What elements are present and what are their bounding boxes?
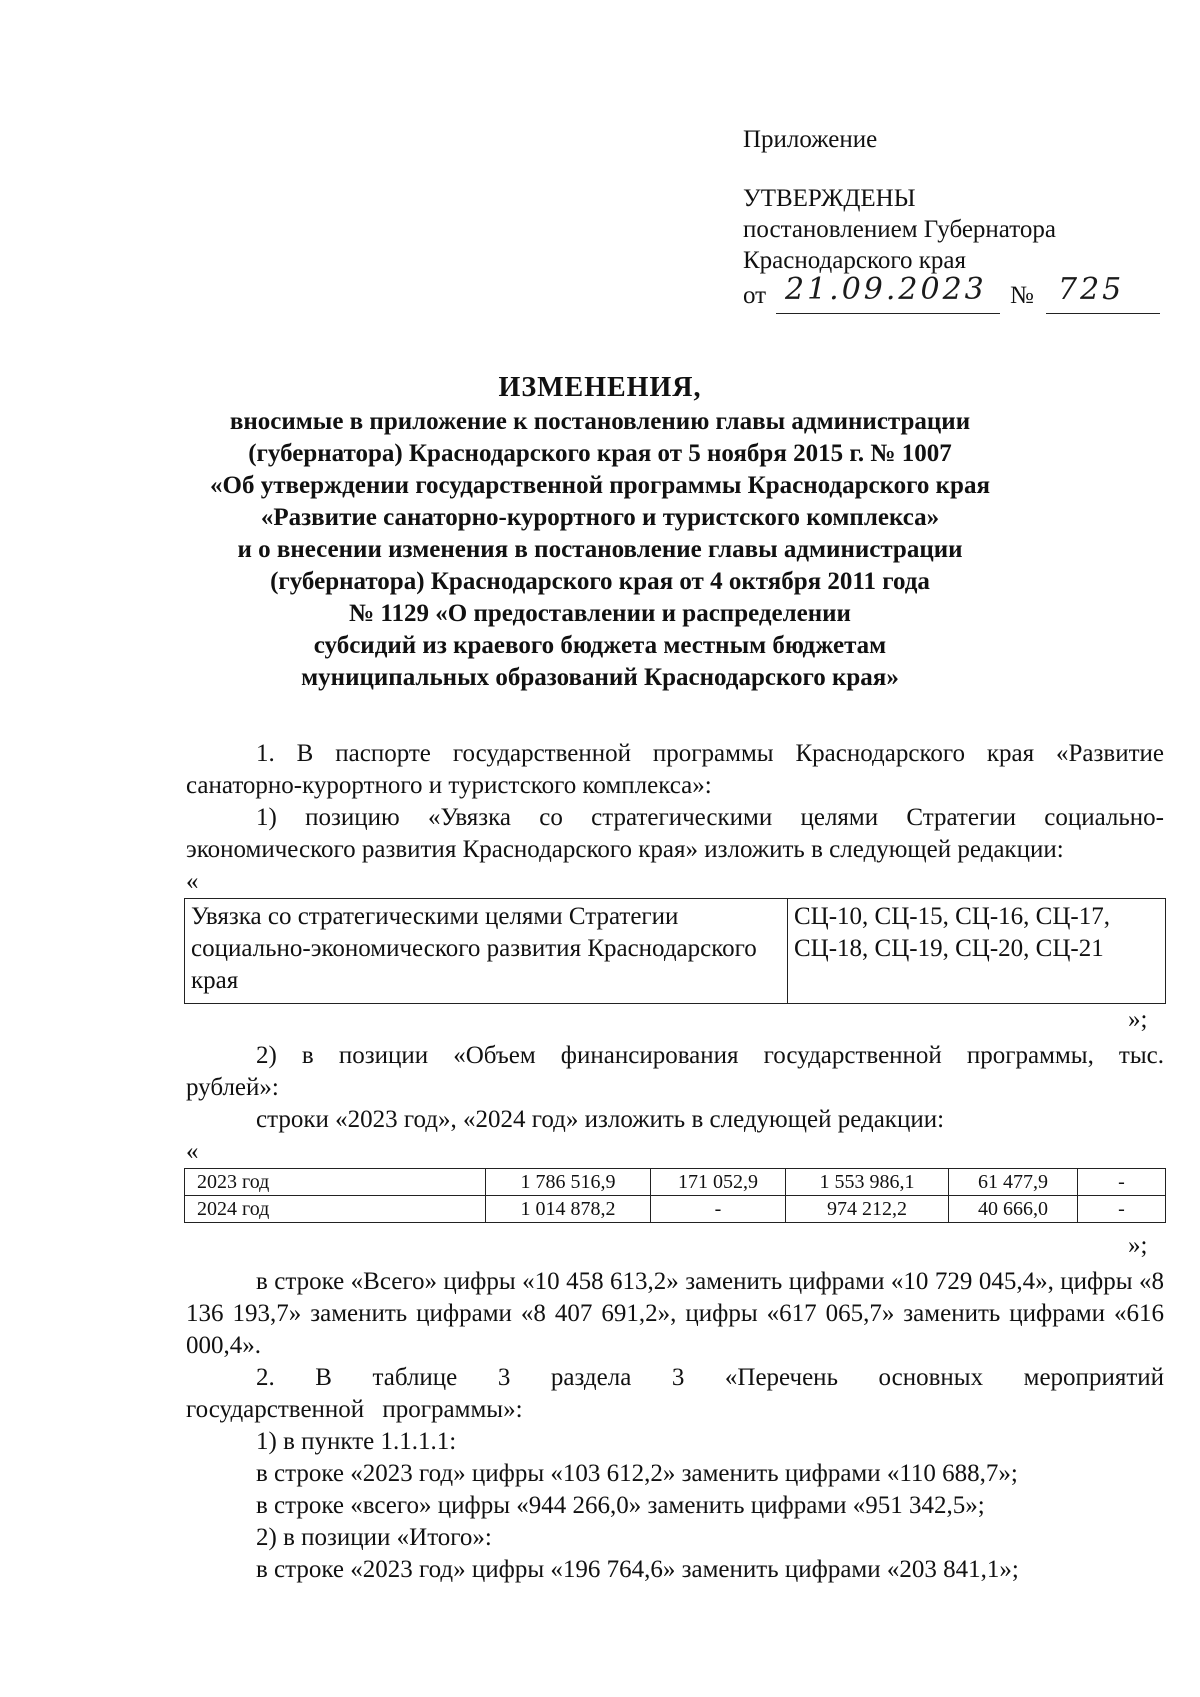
- approved-heading: УТВЕРЖДЕНЫ: [743, 185, 916, 212]
- date-prefix: от: [743, 282, 767, 309]
- paragraph-10: 2) в позиции «Итого»:: [256, 1524, 492, 1551]
- table-cell: 2023 год: [185, 1169, 486, 1196]
- paragraph-7: 1) в пункте 1.1.1.1:: [256, 1428, 457, 1455]
- passport-table: [184, 898, 1166, 1004]
- title-line: № 1129 «О предоставлении и распределении: [349, 600, 851, 627]
- close-quote-2: »;: [1128, 1232, 1148, 1259]
- open-quote-1: «: [186, 868, 199, 895]
- paragraph-5: в строке «Всего» цифры «10 458 613,2» заменить цифрами «10 729 045,4», цифры «8 136 193,7» заменить цифрами «8 407 691,2», цифры «617 065,7» заменить цифрами «616 000,4».: [186, 1268, 1164, 1359]
- paragraph-3: 2) в позиции «Объем финансирования государственной программы, тыс. рублей»:: [186, 1042, 1164, 1101]
- close-quote-1: »;: [1128, 1006, 1148, 1033]
- title-line: «Развитие санаторно-курортного и туристского комплекса»: [260, 504, 940, 531]
- title-main: ИЗМЕНЕНИЯ,: [498, 372, 702, 403]
- date-underline: [776, 313, 1000, 314]
- table-cell: -: [1078, 1196, 1166, 1223]
- table-cell: 1 786 516,9: [486, 1169, 651, 1196]
- paragraph-11: в строке «2023 год» цифры «196 764,6» заменить цифрами «203 841,1»;: [256, 1556, 1019, 1583]
- passport-left-cell: Увязка со стратегическими целями Стратегии социально-экономического развития Краснодарского края: [185, 899, 788, 1004]
- title-line: (губернатора) Краснодарского края от 4 октября 2011 года: [270, 568, 930, 595]
- handwritten-number: 725: [1058, 272, 1125, 307]
- paragraph-8: в строке «2023 год» цифры «103 612,2» заменить цифрами «110 688,7»;: [256, 1460, 1018, 1487]
- approval-line-1: постановлением Губернатора: [743, 216, 1056, 243]
- number-label: №: [1010, 282, 1034, 309]
- open-quote-2: «: [186, 1138, 199, 1165]
- table-cell: 61 477,9: [949, 1169, 1078, 1196]
- passport-right-cell: СЦ-10, СЦ-15, СЦ-16, СЦ-17, СЦ-18, СЦ-19, СЦ-20, СЦ-21: [788, 899, 1166, 1004]
- table-cell: 1 014 878,2: [486, 1196, 651, 1223]
- handwritten-date: 21.09.2023: [785, 272, 987, 307]
- approval-line-2: Краснодарского края: [743, 247, 966, 274]
- document-title: [150, 372, 1050, 694]
- body-section-2: [186, 1040, 1164, 1168]
- table-cell: 40 666,0: [949, 1196, 1078, 1223]
- table-cell: 2024 год: [185, 1196, 486, 1223]
- title-line: (губернатора) Краснодарского края от 5 ноября 2015 г. № 1007: [248, 440, 952, 467]
- table-row: [185, 1196, 1166, 1223]
- table-cell: 974 212,2: [786, 1196, 949, 1223]
- title-line: субсидий из краевого бюджета местным бюджетам: [313, 632, 887, 659]
- table-row: [185, 899, 1166, 1004]
- title-line: «Об утверждении государственной программы Краснодарского края: [210, 472, 990, 499]
- number-underline: [1046, 313, 1160, 314]
- title-line: и о внесении изменения в постановление главы администрации: [237, 536, 963, 563]
- finance-table: [184, 1168, 1166, 1223]
- appendix-label: Приложение: [743, 126, 878, 153]
- table-cell: 1 553 986,1: [786, 1169, 949, 1196]
- paragraph-2: 1) позицию «Увязка со стратегическими целями Стратегии социально-экономического развития Краснодарского края» изложить в следующей редакции:: [186, 804, 1164, 863]
- paragraph-1: 1. В паспорте государственной программы Краснодарского края «Развитие санаторно-курортного и туристского комплекса»:: [186, 740, 1164, 799]
- paragraph-4: строки «2023 год», «2024 год» изложить в следующей редакции:: [256, 1106, 945, 1133]
- table-cell: 171 052,9: [651, 1169, 786, 1196]
- paragraph-9: в строке «всего» цифры «944 266,0» заменить цифрами «951 342,5»;: [256, 1492, 985, 1519]
- paragraph-6: 2. В таблице 3 раздела 3 «Перечень основных мероприятий государственной программы»:: [186, 1364, 1164, 1423]
- title-line: муниципальных образований Краснодарского края»: [301, 664, 899, 691]
- table-row: [185, 1169, 1166, 1196]
- table-cell: -: [1078, 1169, 1166, 1196]
- title-line: вносимые в приложение к постановлению главы администрации: [229, 408, 971, 435]
- table-cell: -: [651, 1196, 786, 1223]
- body-section-3: [186, 1266, 1164, 1586]
- body-section-1: [186, 738, 1164, 898]
